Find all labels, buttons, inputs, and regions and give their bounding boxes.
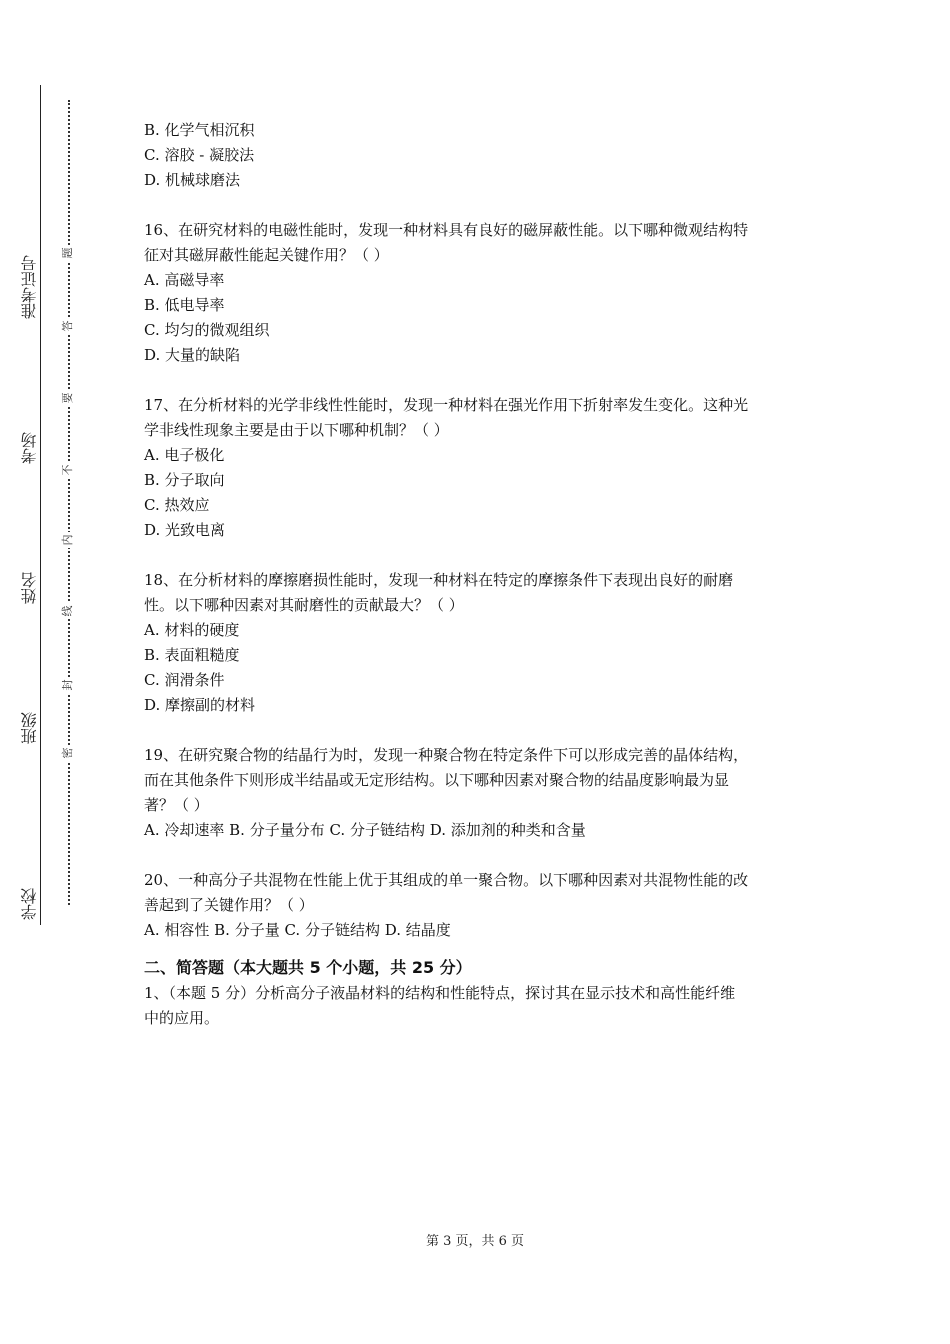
seal-char: 要 xyxy=(60,390,76,406)
question-text: 征对其磁屏蔽性能起关键作用？（ ） xyxy=(144,246,389,264)
option: A. 相容性 B. 分子量 C. 分子链结构 D. 结晶度 xyxy=(144,921,451,939)
option: B. 分子取向 xyxy=(144,471,225,489)
question-16 xyxy=(144,218,814,368)
question-19 xyxy=(144,743,814,843)
option: D. 摩擦副的材料 xyxy=(144,696,256,714)
option: B. 表面粗糙度 xyxy=(144,646,240,664)
question-text: 18、在分析材料的摩擦磨损性能时，发现一种材料在特定的摩擦条件下表现出良好的耐磨 xyxy=(144,571,734,589)
option: C. 热效应 xyxy=(144,496,210,514)
seal-char: 答 xyxy=(60,318,76,334)
binding-solid-line xyxy=(40,85,41,925)
option: A. 冷却速率 B. 分子量分布 C. 分子链结构 D. 添加剂的种类和含量 xyxy=(144,821,586,839)
question-text: 19、在研究聚合物的结晶行为时，发现一种聚合物在特定条件下可以形成完善的晶体结构， xyxy=(144,746,749,764)
question-text: 著？（ ） xyxy=(144,796,209,814)
question-text: 善起到了关键作用？（ ） xyxy=(144,896,314,914)
question-text: 1、（本题 5 分）分析高分子液晶材料的结构和性能特点，探讨其在显示技术和高性能纤维 xyxy=(144,984,736,1002)
seal-char: 内 xyxy=(60,532,76,548)
seal-char: 密 xyxy=(60,745,76,761)
option: B. 低电导率 xyxy=(144,296,225,314)
short-answer-question-1 xyxy=(144,981,814,1031)
option: A. 材料的硬度 xyxy=(144,621,240,639)
question-text: 性。以下哪种因素对其耐磨性的贡献最大？（ ） xyxy=(144,596,464,614)
seal-char: 不 xyxy=(60,462,76,478)
binding-dotted-line xyxy=(68,100,70,905)
question-17 xyxy=(144,393,814,543)
section-title: 二、简答题（本大题共 5 个小题，共 25 分） xyxy=(144,958,472,977)
exam-content xyxy=(144,118,814,1031)
page-footer: 第 3 页，共 6 页 xyxy=(425,1234,525,1249)
option: D. 光致电离 xyxy=(144,521,226,539)
option: A. 高磁导率 xyxy=(144,271,225,289)
question-text: 16、在研究材料的电磁性能时，发现一种材料具有良好的磁屏蔽性能。以下哪种微观结构特 xyxy=(144,221,749,239)
label-exam-room: 考场 xyxy=(20,432,39,464)
option: C. 润滑条件 xyxy=(144,671,225,689)
question-15-options xyxy=(144,118,814,193)
question-text: 20、一种高分子共混物在性能上优于其组成的单一聚合物。以下哪种因素对共混物性能的改 xyxy=(144,871,749,889)
question-text: 17、在分析材料的光学非线性性能时，发现一种材料在强光作用下折射率发生变化。这种光 xyxy=(144,396,749,414)
option: D. 大量的缺陷 xyxy=(144,346,241,364)
question-text: 而在其他条件下则形成半结晶或无定形结构。以下哪种因素对聚合物的结晶度影响最为显 xyxy=(144,771,730,789)
question-text: 学非线性现象主要是由于以下哪种机制？（ ） xyxy=(144,421,449,439)
label-exam-number: 准考证号 xyxy=(20,255,39,319)
question-text: 中的应用。 xyxy=(144,1009,220,1027)
option: D. 机械球磨法 xyxy=(144,171,241,189)
question-20 xyxy=(144,868,814,943)
question-18 xyxy=(144,568,814,718)
option: A. 电子极化 xyxy=(144,446,225,464)
seal-char: 线 xyxy=(60,603,76,619)
label-school: 学校 xyxy=(20,888,39,920)
option: B. 化学气相沉积 xyxy=(144,121,255,139)
option: C. 溶胶 - 凝胶法 xyxy=(144,146,255,164)
seal-char: 题 xyxy=(60,245,76,261)
seal-char: 封 xyxy=(60,677,76,693)
label-class: 班级 xyxy=(20,712,39,744)
option: C. 均匀的微观组织 xyxy=(144,321,270,339)
label-name: 姓名 xyxy=(20,572,39,604)
